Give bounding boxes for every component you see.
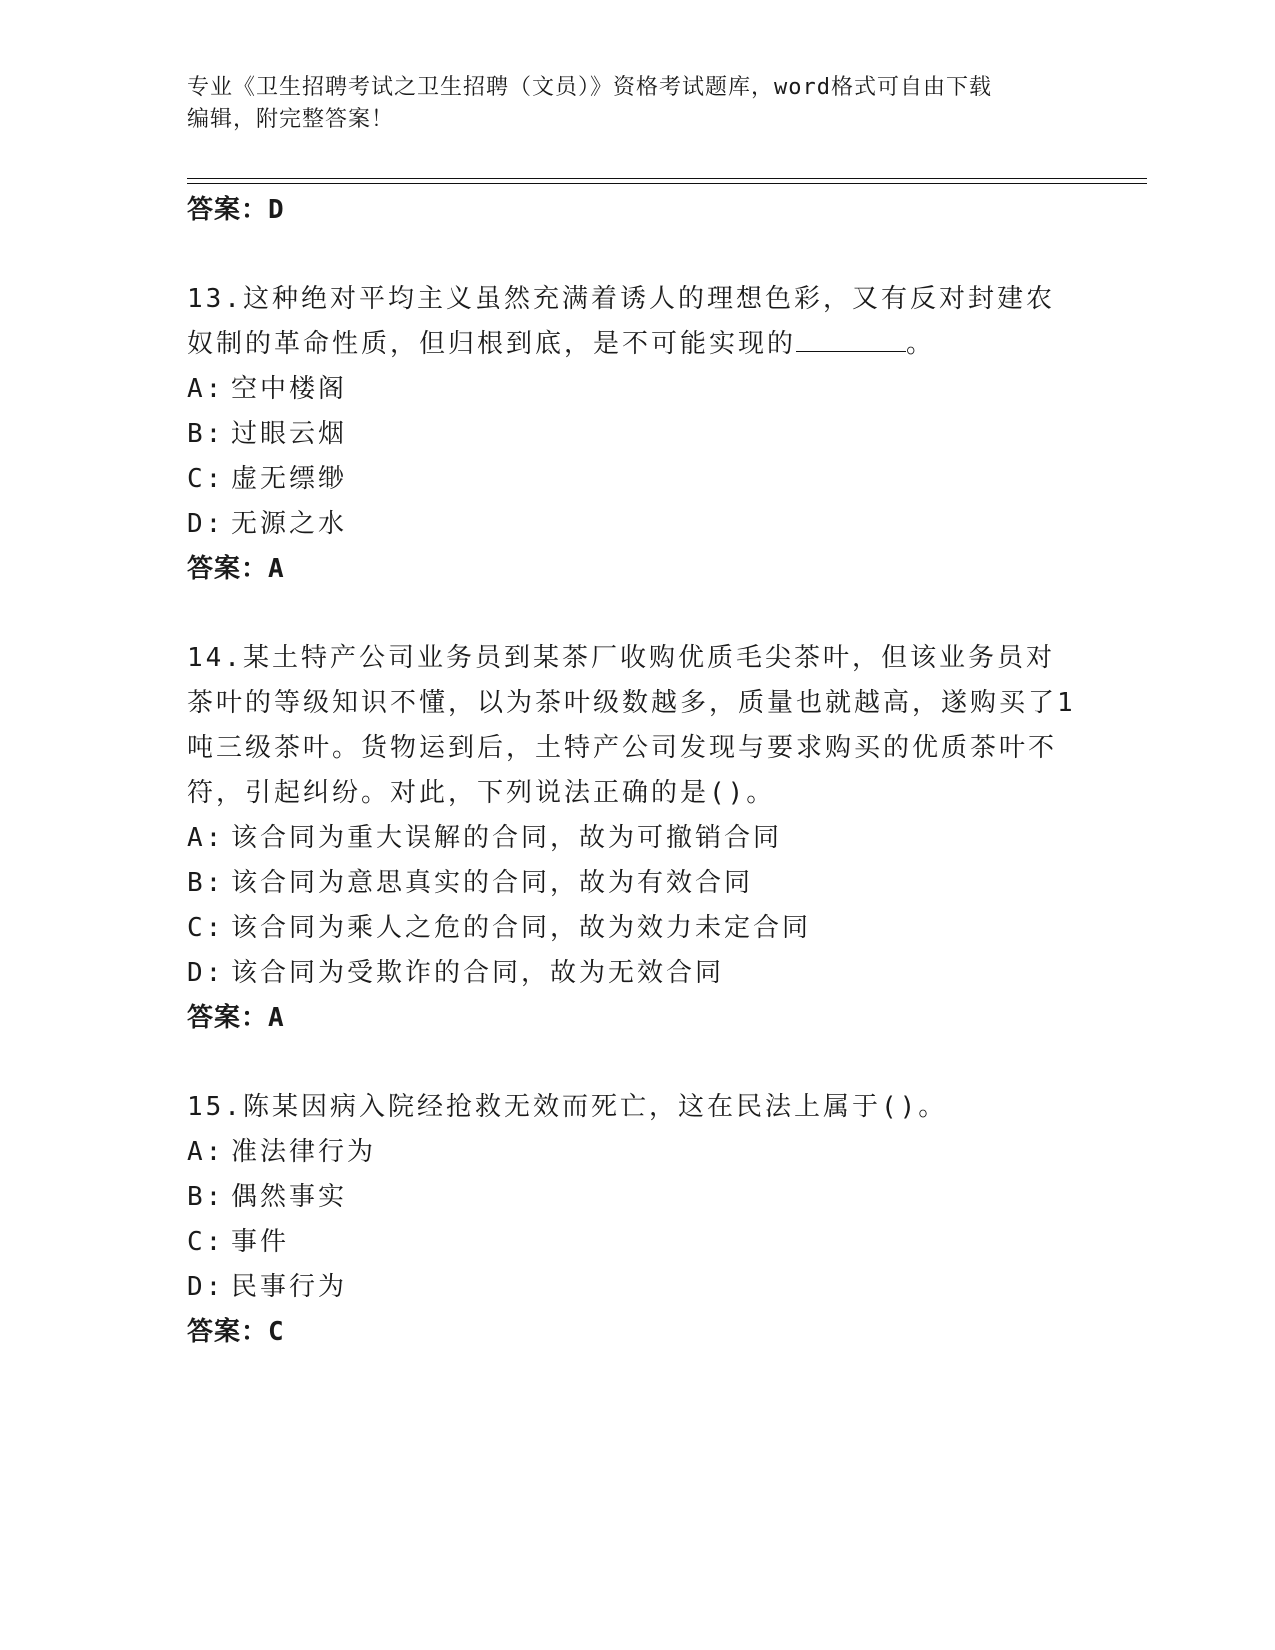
answer: 答案：A — [187, 554, 285, 584]
option-d: D: 民事行为 — [187, 1272, 348, 1302]
header-line-1: 专业《卫生招聘考试之卫生招聘（文员）》资格考试题库，word格式可自由下载 — [187, 75, 992, 100]
question-14 — [187, 636, 1077, 1041]
option-a: A: 准法律行为 — [187, 1137, 377, 1167]
option-c: C: 该合同为乘人之危的合同，故为效力未定合同 — [187, 913, 812, 943]
option-c: C: 事件 — [187, 1227, 290, 1257]
option-b: B: 过眼云烟 — [187, 419, 348, 449]
header-divider-bottom — [187, 183, 1147, 184]
question-text: 14.某土特产公司业务员到某茶厂收购优质毛尖茶叶，但该业务员对茶叶的等级知识不懂，以为茶叶级数越多，质量也就越高，遂购买了1吨三级茶叶。货物运到后，土特产公司发现与要求购买的优质茶叶不符，引起纠纷。对此，下列说法正确的是()。 — [187, 643, 1076, 808]
document-header — [187, 72, 1087, 136]
option-c: C: 虚无缥缈 — [187, 464, 348, 494]
answer: 答案：C — [187, 1317, 285, 1347]
option-b: B: 该合同为意思真实的合同，故为有效合同 — [187, 868, 754, 898]
header-line-2: 编辑，附完整答案！ — [187, 107, 395, 132]
question-13 — [187, 277, 1077, 592]
question-list — [187, 188, 1077, 1355]
question-text: 15.陈某因病入院经抢救无效而死亡，这在民法上属于()。 — [187, 1092, 948, 1122]
answer-blank — [796, 327, 906, 352]
option-d: D: 无源之水 — [187, 509, 348, 539]
option-d: D: 该合同为受欺诈的合同，故为无效合同 — [187, 958, 725, 988]
header-divider-top — [187, 178, 1147, 179]
option-a: A: 空中楼阁 — [187, 374, 348, 404]
previous-answer: 答案：D — [187, 195, 285, 225]
question-text: 13.这种绝对平均主义虽然充满着诱人的理想色彩，又有反对封建农奴制的革命性质，但归根到底，是不可能实现的 。 — [187, 284, 1055, 359]
option-b: B: 偶然事实 — [187, 1182, 348, 1212]
answer: 答案：A — [187, 1003, 285, 1033]
option-a: A: 该合同为重大误解的合同，故为可撤销合同 — [187, 823, 783, 853]
question-15 — [187, 1085, 1077, 1355]
